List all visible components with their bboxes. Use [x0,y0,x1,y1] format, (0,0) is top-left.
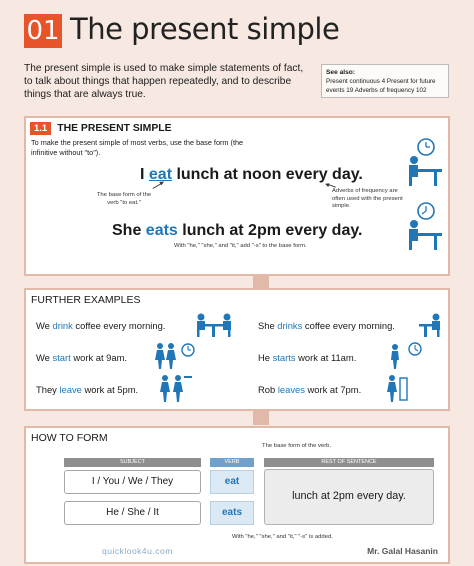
note-base-form: The base form of the verb "to eat." [96,192,152,206]
row-start: They [36,384,60,395]
note-base-form-verb: The base form of the verb. [262,443,332,449]
note-he-she-it: With "he," "she," and "it," add "-s" to the base form. [174,243,307,249]
walking-people-clock-icon [152,342,196,370]
header-verb: VERB [210,458,254,467]
section-present-simple [24,116,450,276]
section-title: FURTHER EXAMPLES [31,294,141,306]
sentence-start: She [112,222,146,239]
footer-website: quicklook4u.com [102,546,173,556]
sentence-start: I [140,166,149,183]
walking-people-icon [156,374,196,404]
unit-number: 01 [24,14,62,48]
subject-plural: I / You / We / They [64,470,201,494]
row-end: coffee every morning. [302,320,395,331]
example-row [36,384,138,395]
see-also-line1: Present continuous 4 Present for future [326,78,436,85]
row-start: We [36,320,53,331]
rest-of-sentence: lunch at 2pm every day. [264,469,434,525]
example-row [258,320,395,331]
sentence-end: lunch at 2pm every day. [177,222,363,239]
section-how-to-form [24,426,450,564]
section-header [30,122,172,135]
row-start: We [36,352,53,363]
row-end: coffee every morning. [72,320,166,331]
row-verb: start [52,352,71,363]
note-s-added: With "he," "she," and "it," "-s" is added. [232,534,333,540]
example-row [36,320,165,331]
page-title: The present simple [70,12,340,46]
header-subject: SUBJECT [64,458,201,467]
sentence-end: lunch at noon every day. [172,166,363,183]
verb-base: eat [210,470,254,494]
sentence-verb: eats [145,222,178,239]
section-title: HOW TO FORM [31,432,108,444]
example-sentence-1 [140,166,363,184]
see-also-box [321,64,449,98]
header [0,0,474,58]
example-row [258,384,361,395]
row-verb: drinks [277,320,303,331]
row-end: work at 5pm. [81,384,139,395]
section-title: THE PRESENT SIMPLE [57,123,172,134]
row-start: Rob [258,384,278,395]
intro-text: The present simple is used to make simple statements of fact, to talk about things that happen repeatedly, and to describe things that are always true. [24,63,304,100]
section-description: To make the present simple of most verbs, use the base form (the infinitive without "to"). [31,138,244,157]
row-start: She [258,320,278,331]
example-row [258,352,356,363]
row-end: work at 11am. [295,352,357,363]
section-number: 1.1 [30,122,51,135]
row-end: work at 9am. [70,352,128,363]
row-verb: leave [59,384,82,395]
example-sentence-2 [112,222,363,240]
row-verb: starts [272,352,296,363]
subject-singular: He / She / It [64,501,201,525]
verb-s-form: eats [210,501,254,525]
row-start: He [258,352,273,363]
row-verb: leaves [277,384,305,395]
panel-connector [253,411,269,425]
row-verb: drink [52,320,73,331]
office-worker-clock-icon [388,342,424,370]
section-further-examples [24,288,450,411]
formation-table [64,458,434,530]
see-also-line2: events 19 Adverbs of frequency 102 [326,87,427,94]
clock-desk-person-icon [404,138,444,188]
note-adverbs: Adverbs of frequency are often used with the present simple. [332,188,403,209]
row-end: work at 7pm. [304,384,362,395]
clock-desk-person-icon [404,202,444,252]
example-row [36,352,127,363]
footer-author: Mr. Galal Hasanin [367,546,438,556]
person-leaving-icon [380,374,410,404]
coffee-drinkers-icon [194,312,234,338]
coffee-drinker-icon [418,312,444,338]
header-rest: REST OF SENTENCE [264,458,434,467]
sentence-verb: eat [148,166,173,183]
see-also-title: See also: [326,69,355,76]
